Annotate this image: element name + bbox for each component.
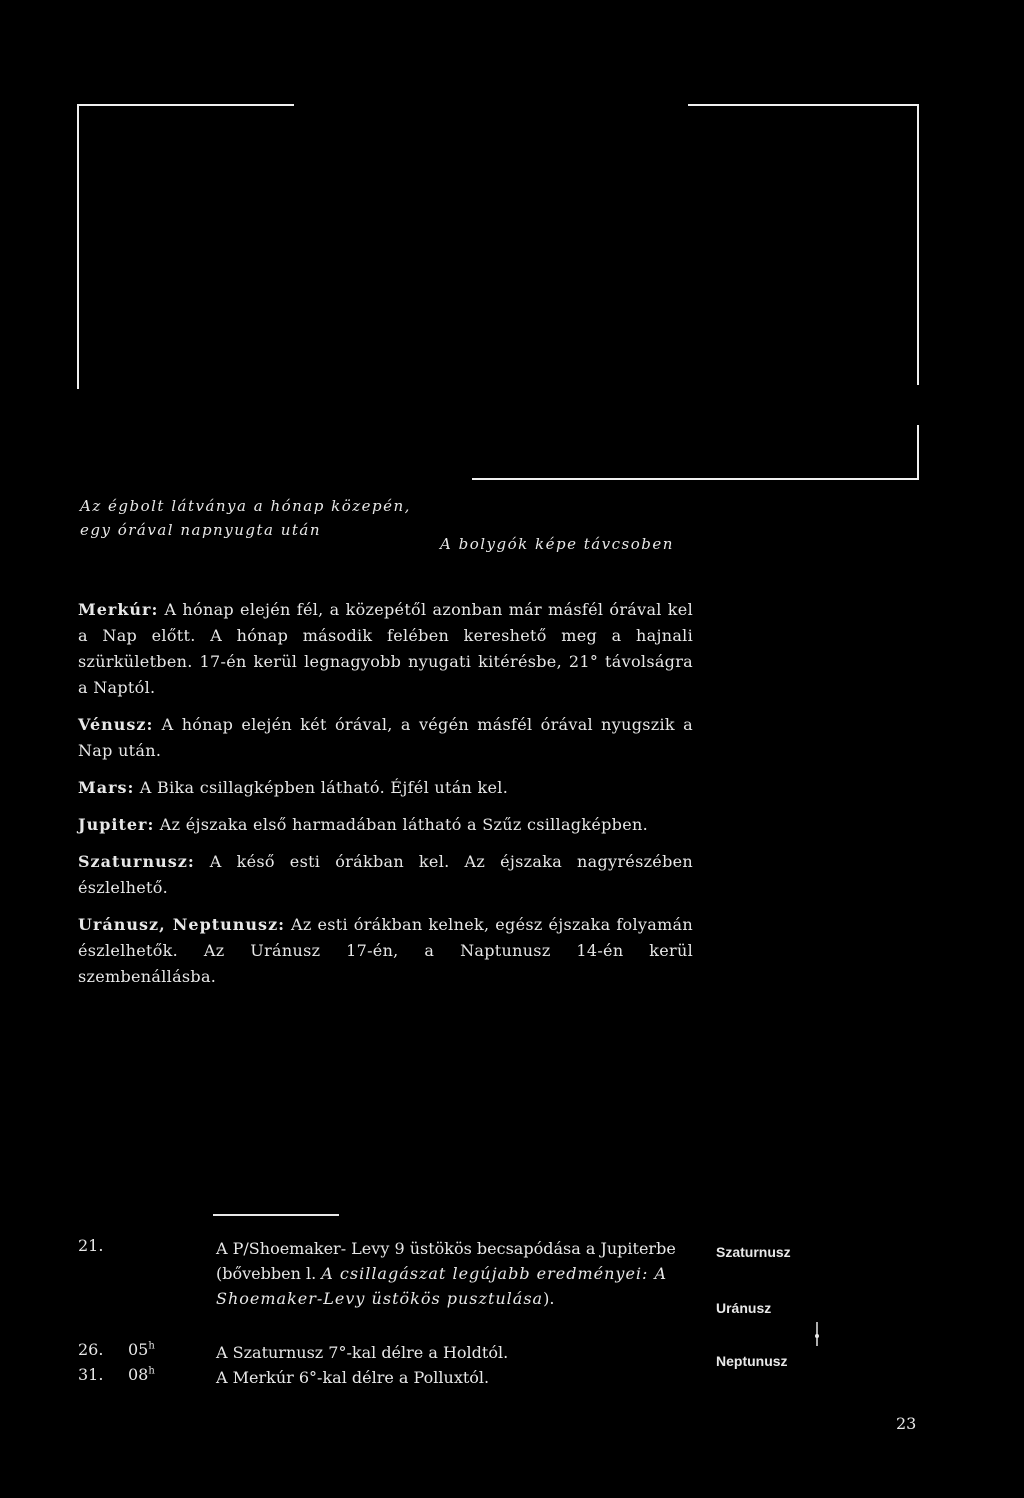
event-time [128,1365,155,1384]
planet-paragraph-mercury [78,597,693,701]
planet-text: A hónap elején két órával, a végén másfél órával nyugszik a Nap után. [78,715,693,760]
section-divider [213,1214,339,1216]
planet-text: Az esti órákban kelnek, egész éjszaka folyamán észlelhetők. Az Uránusz 17-én, a Naptunusz 14-én kerül szembenállásba. [78,915,694,986]
event-text [216,1236,676,1311]
event-time-unit: h [148,1340,155,1352]
event-text-normal: A P/Shoemaker- Levy 9 üstökös becsapódása a Jupiterbe (bővebben l. [216,1239,676,1283]
planet-descriptions [78,597,693,1001]
planet-paragraph-jupiter [78,812,693,838]
event-time [128,1340,155,1359]
saturn-label: Szaturnusz [716,1244,791,1260]
planet-text: A hónap elején fél, a közepétől azonban már másfél órával kel a Nap előtt. A hónap második felében kereshető meg a hajnali szürkületben. 17-én kerül legnagyobb nyugati kitérésbe, 21° távolságra a Naptól. [78,600,693,697]
page-number: 23 [896,1414,917,1433]
planet-name: Szaturnusz: [78,852,195,871]
event-day: 31. [78,1365,104,1384]
frame-right-upper [917,104,919,385]
planet-paragraph-uranus-neptune [78,912,693,990]
frame-right-lower [917,425,919,480]
frame-top-right [688,104,919,106]
planet-text: Az éjszaka első harmadában látható a Szűz csillagképben. [154,815,648,834]
telescope-caption: A bolygók képe távcsoben [440,535,674,553]
planet-text: A késő esti órákban kel. Az éjszaka nagyrészében észlelhető. [78,852,693,897]
event-text-italic: A csillagászat legújabb eredményei: A Shoemaker-Levy üstökös pusztulása [216,1264,668,1308]
event-text: A Szaturnusz 7°-kal délre a Holdtól. [216,1343,509,1362]
planet-paragraph-venus [78,712,693,764]
event-text-end: ). [543,1289,555,1308]
event-time-unit: h [148,1365,155,1377]
sky-caption-line1: Az égbolt látványa a hónap közepén, [80,497,411,515]
event-day: 21. [78,1236,104,1255]
frame-bottom [472,478,919,480]
planet-paragraph-saturn [78,849,693,901]
planet-text: A Bika csillagképben látható. Éjfél után kel. [134,778,509,797]
planet-name: Vénusz: [78,715,154,734]
event-time-value: 08 [128,1365,149,1384]
planet-paragraph-mars [78,775,693,801]
neptune-marker-icon [812,1322,822,1348]
frame-left [77,104,79,389]
event-day: 26. [78,1340,104,1359]
planet-name: Merkúr: [78,600,159,619]
sky-caption-line2: egy órával napnyugta után [80,521,321,539]
neptune-label: Neptunusz [716,1353,788,1369]
planet-name: Mars: [78,778,135,797]
frame-top-left [77,104,294,106]
planet-name: Uránusz, Neptunusz: [78,915,286,934]
sky-caption [80,494,411,542]
event-time-value: 05 [128,1340,149,1359]
planet-name: Jupiter: [78,815,155,834]
uranus-label: Uránusz [716,1300,772,1316]
event-text: A Merkúr 6°-kal délre a Polluxtól. [216,1368,490,1387]
